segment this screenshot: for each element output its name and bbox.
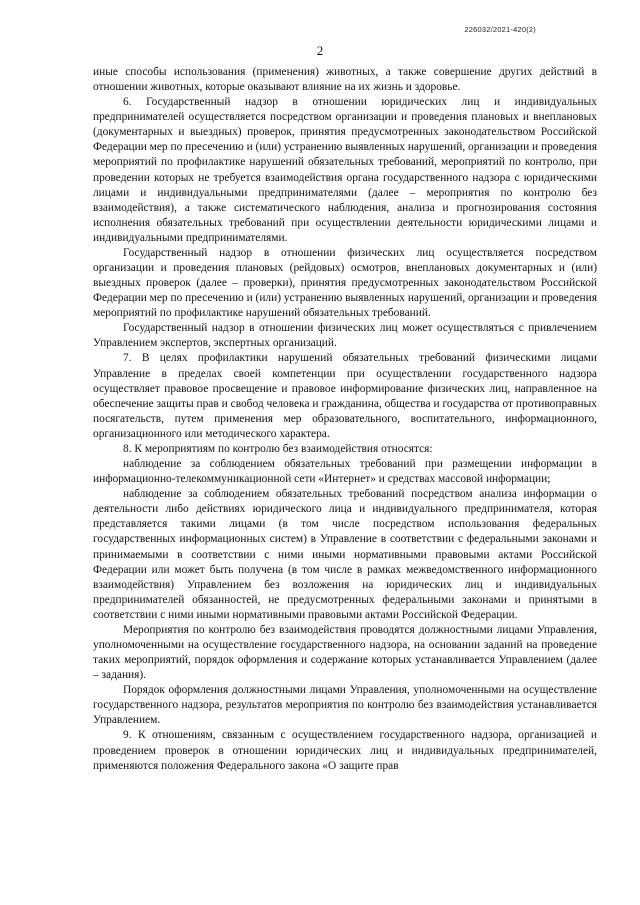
document-body (93, 65, 597, 774)
paragraph-item-7: 7. В целях профилактики нарушений обязательных требований физическими лицами Управление в пределах своей компетенции при осуществлении государственного надзора осуществляет правовое просвещение и правовое информирование физических лиц, направленное на обеспечение защиты прав и свобод человека и гражданина, общества и государства от противоправных посягательств, путем применения мер образовательного, воспитательного, информационного, организационного или методического характера. (93, 352, 597, 440)
paragraph-item-6: 6. Государственный надзор в отношении юридических лиц и индивидуальных предпринимателей осуществляется посредством организации и проведения плановых и внеплановых (документарных и выездных) проверок, принятия предусмотренных законодательством Российской Федерации мер по пресечению и (или) устранению выявленных нарушений, организации и проведения мероприятий по профилактике нарушений обязательных требований, мероприятий по контролю, при проведении которых не требуется взаимодействия органа государственного надзора с юридическими лицами и индивидуальными предпринимателями (далее – мероприятия по контролю без взаимодействия), а также систематического наблюдения, анализа и прогнозирования состояния исполнения обязательных требований при осуществлении деятельности юридическими лицами и индивидуальными предпринимателями. (93, 96, 597, 244)
paragraph-physical-persons-supervision: Государственный надзор в отношении физических лиц осуществляется посредством организации и проведения плановых (рейдовых) осмотров, внеплановых документарных и (или) выездных проверок (далее – проверки), принятия предусмотренных законодательством Российской Федерации мер по пресечению и (или) устранению выявленных нарушений, организации и проведения мероприятий по профилактике нарушений обязательных требований. (93, 246, 597, 320)
paragraph-internet-monitoring: наблюдение за соблюдением обязательных требований при размещении информации в информационно-телекоммуникационной сети «Интернет» и средствах массовой информации; (93, 458, 597, 486)
paragraph-item-8: 8. К мероприятиям по контролю без взаимодействия относятся: (123, 442, 433, 455)
paragraph-item-9: 9. К отношениям, связанным с осуществлением государственного надзора, организацией и проведением проверок в отношении юридических лиц и индивидуальных предпринимателей, применяются положения Федерального закона «О защите прав (93, 729, 597, 772)
page-number: 2 (316, 43, 324, 58)
paragraph-information-analysis: наблюдение за соблюдением обязательных требований посредством анализа информации о деятельности либо действиях юридического лица и индивидуального предпринимателя, которая представляется такими лицами (в том числе посредством использования федеральных государственных информационных систем) в Управление в соответствии с федеральными законами и принимаемыми в соответствии с ними иными нормативными правовыми актами Российской Федерации или может быть получена (в том числе в рамках межведомственного информационного взаимодействия) Управлением без возложения на юридических лиц и индивидуальных предпринимателей обязанностей, не предусмотренных федеральными законами и принятыми в соответствии с ними иными нормативными правовыми актами Российской Федерации. (93, 488, 597, 621)
paragraph-experts-involvement: Государственный надзор в отношении физических лиц может осуществляться с привлечением Управлением экспертов, экспертных организаций. (93, 322, 597, 350)
paragraph-control-measures: Мероприятия по контролю без взаимодействия проводятся должностными лицами Управления, уполномоченными на осуществление государственного надзора, на основании заданий на проведение таких мероприятий, порядок оформления и содержание которых устанавливается Управлением (далее – задания). (93, 623, 597, 682)
paragraph-continuation: иные способы использования (применения) животных, а также совершение других действий в отношении животных, которые оказывают влияние на их жизнь и здоровье. (93, 66, 597, 94)
paragraph-results-procedure: Порядок оформления должностными лицами Управления, уполномоченными на осуществление государственного надзора, результатов мероприятия по контролю без взаимодействия устанавливается Управлением. (93, 684, 597, 727)
document-number: 226032/2021-420(2) (464, 25, 536, 34)
